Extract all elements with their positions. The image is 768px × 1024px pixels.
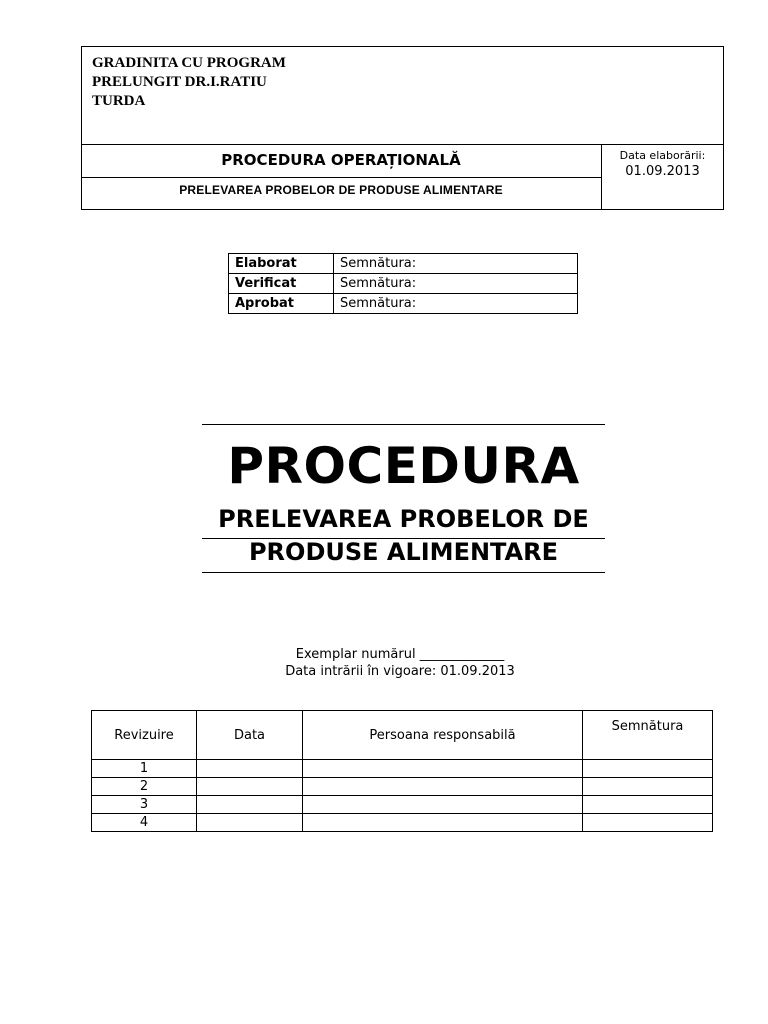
subtitle-bottom-rule: [202, 572, 605, 573]
revision-signature: [583, 814, 713, 832]
revision-person: [303, 796, 583, 814]
revision-signature: [583, 760, 713, 778]
table-row: [92, 796, 713, 814]
elaboration-date-value: 01.09.2013: [625, 164, 700, 179]
approval-role: Aprobat: [229, 294, 334, 314]
institution-name: [82, 47, 723, 145]
cover-subtitle-line1: PRELEVAREA PROBELOR DE: [218, 505, 589, 533]
revision-signature: [583, 796, 713, 814]
document-header: [81, 46, 724, 210]
effective-date: Data intrării în vigoare: 01.09.2013: [285, 664, 515, 679]
revision-person: [303, 760, 583, 778]
procedure-header-row: [81, 144, 724, 210]
table-row: [92, 814, 713, 832]
revision-number: 2: [92, 778, 197, 796]
title-top-rule: [202, 424, 605, 425]
revision-person: [303, 814, 583, 832]
revision-number: 1: [92, 760, 197, 778]
cover-title: PROCEDURA: [227, 437, 580, 495]
approval-row: [229, 274, 578, 294]
approval-role: Elaborat: [229, 254, 334, 274]
revision-table: [91, 710, 713, 832]
revision-number: 3: [92, 796, 197, 814]
institution-line: TURDA: [92, 93, 146, 109]
approval-row: [229, 294, 578, 314]
revision-person: [303, 778, 583, 796]
revision-signature: [583, 778, 713, 796]
approval-signature: Semnătura:: [334, 274, 578, 294]
elaboration-date-label: Data elaborării:: [619, 149, 706, 162]
institution-line: PRELUNGIT DR.I.RATIU: [92, 74, 267, 90]
approval-table: [228, 253, 578, 314]
revision-header-number: Revizuire: [92, 711, 197, 760]
procedure-type: PROCEDURA OPERAȚIONALĂ: [81, 145, 602, 178]
revision-header-person: Persoana responsabilă: [303, 711, 583, 760]
procedure-subject: PRELEVAREA PROBELOR DE PRODUSE ALIMENTARE: [81, 178, 602, 210]
revision-number: 4: [92, 814, 197, 832]
revision-header-signature: Semnătura: [583, 711, 713, 760]
approval-row: [229, 254, 578, 274]
institution-line: GRADINITA CU PROGRAM: [92, 55, 286, 71]
revision-date: [197, 760, 303, 778]
table-row: [92, 760, 713, 778]
exemplar-number: Exemplar numărul _____________: [295, 647, 505, 662]
table-row: [92, 778, 713, 796]
approval-role: Verificat: [229, 274, 334, 294]
approval-signature: Semnătura:: [334, 254, 578, 274]
revision-date: [197, 814, 303, 832]
approval-signature: Semnătura:: [334, 294, 578, 314]
cover-subtitle-line2: PRODUSE ALIMENTARE: [248, 538, 559, 566]
revision-header-date: Data: [197, 711, 303, 760]
revision-date: [197, 778, 303, 796]
revision-header-row: [92, 711, 713, 760]
revision-date: [197, 796, 303, 814]
elaboration-date-cell: [602, 145, 723, 210]
